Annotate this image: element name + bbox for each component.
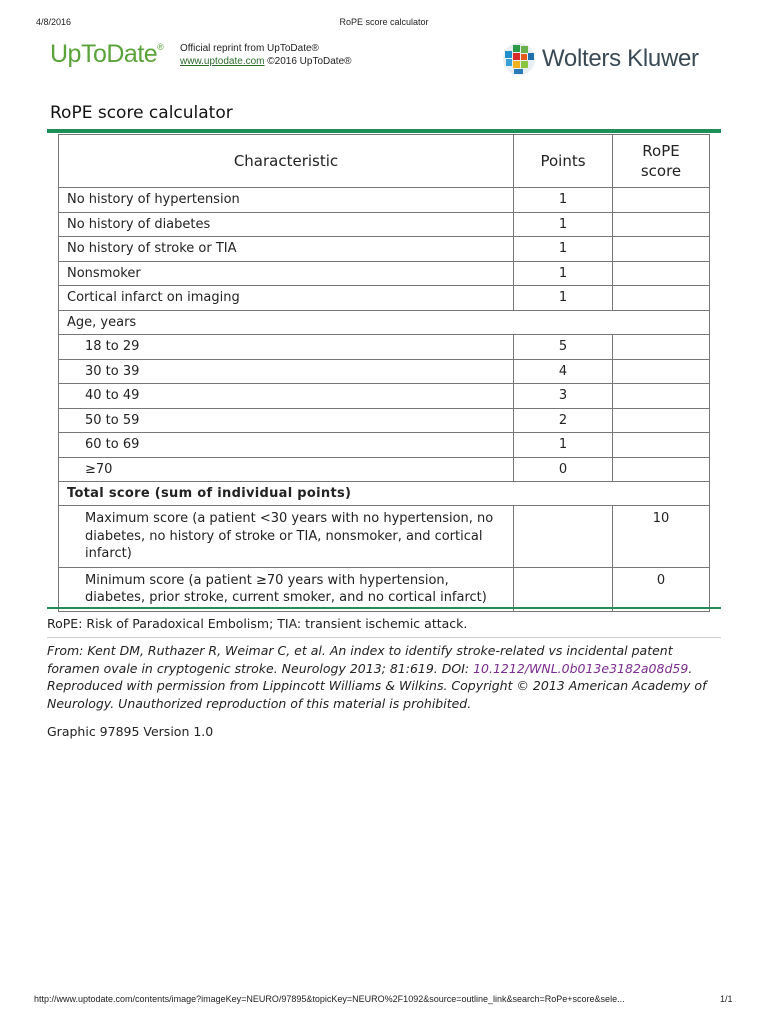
table-row [59, 433, 710, 458]
table-bottom-rule [47, 607, 721, 609]
age-range: 60 to 69 [59, 433, 514, 458]
max-score-value: 10 [613, 506, 710, 568]
max-score-label: Maximum score (a patient <30 years with no hypertension, no diabetes, no history of stroke or TIA, nonsmoker, and cortical infarct) [59, 506, 514, 568]
row-score-cell [613, 212, 710, 237]
row-score-cell [613, 335, 710, 360]
doi-link[interactable]: 10.1212/WNL.0b013e3182a08d59 [473, 660, 689, 676]
row-score-cell [613, 261, 710, 286]
age-range: 40 to 49 [59, 384, 514, 409]
header-rope-score [613, 135, 710, 188]
age-label: Age, years [59, 310, 710, 335]
header-rope-score-line1: RoPE [642, 142, 680, 160]
row-score-cell [613, 188, 710, 213]
total-section-row [59, 482, 710, 506]
min-score-row [59, 567, 710, 611]
table-row [59, 359, 710, 384]
row-score-cell [613, 237, 710, 262]
row-points: 2 [514, 408, 613, 433]
uptodate-logo[interactable] [50, 40, 163, 69]
age-range: 50 to 59 [59, 408, 514, 433]
row-label: No history of hypertension [59, 188, 514, 213]
table-row [59, 408, 710, 433]
row-points: 1 [514, 433, 613, 458]
print-title: RoPE score calculator [339, 17, 429, 27]
copyright-text: ©2016 UpToDate® [267, 56, 352, 67]
min-points-cell [514, 567, 613, 611]
wolters-kluwer-name: Wolters Kluwer [542, 45, 699, 72]
age-section-row [59, 310, 710, 335]
row-points: 1 [514, 286, 613, 311]
row-points: 1 [514, 212, 613, 237]
table-row [59, 457, 710, 482]
row-score-cell [613, 457, 710, 482]
table-row [59, 384, 710, 409]
table-row [59, 212, 710, 237]
age-range: ≥70 [59, 457, 514, 482]
registered-mark: ® [157, 42, 164, 52]
table-row [59, 335, 710, 360]
row-points: 0 [514, 457, 613, 482]
citation-permission: . Reproduced with permission from Lippincott Williams & Wilkins. Copyright © 2013 American Academy of Neurology. Unauthorized reproduction of this material is prohibited. [47, 660, 707, 711]
row-points: 1 [514, 237, 613, 262]
row-label: Nonsmoker [59, 261, 514, 286]
table-row [59, 237, 710, 262]
uptodate-logo-text: UpToDate [50, 40, 158, 68]
table-row [59, 188, 710, 213]
reprint-notice [180, 42, 352, 68]
print-footer-url: http://www.uptodate.com/contents/image?imageKey=NEURO/97895&topicKey=NEURO%2F1092&source=outline_link&search=RoPe+score&sele... [34, 994, 625, 1004]
header-points: Points [514, 135, 613, 188]
min-score-value: 0 [613, 567, 710, 611]
row-label: No history of stroke or TIA [59, 237, 514, 262]
table-row [59, 261, 710, 286]
page-title: RoPE score calculator [50, 103, 233, 123]
title-rule [47, 129, 721, 133]
uptodate-link[interactable]: www.uptodate.com [180, 56, 265, 67]
reprint-line: Official reprint from UpToDate® [180, 43, 319, 54]
row-label: No history of diabetes [59, 212, 514, 237]
row-score-cell [613, 286, 710, 311]
row-points: 4 [514, 359, 613, 384]
row-points: 1 [514, 261, 613, 286]
max-points-cell [514, 506, 613, 568]
min-score-label: Minimum score (a patient ≥70 years with hypertension, diabetes, prior stroke, current smoker, and no cortical infarct) [59, 567, 514, 611]
citation-text: From: Kent DM, Ruthazer R, Weimar C, et al. An index to identify stroke-related vs incidental patent foramen ovale in cryptogenic stroke. Neurology 2013; 81:619. DOI: [47, 643, 673, 676]
print-date: 4/8/2016 [36, 17, 72, 27]
row-points: 1 [514, 188, 613, 213]
row-score-cell [613, 384, 710, 409]
table-header-row [59, 135, 710, 188]
age-range: 30 to 39 [59, 359, 514, 384]
row-score-cell [613, 359, 710, 384]
abbreviations: RoPE: Risk of Paradoxical Embolism; TIA: transient ischemic attack. [47, 616, 468, 631]
header-rope-score-line2: score [640, 162, 682, 180]
row-points: 5 [514, 335, 613, 360]
rope-score-table [58, 134, 710, 612]
total-score-label: Total score (sum of individual points) [59, 482, 710, 506]
header-characteristic: Characteristic [59, 135, 514, 188]
age-range: 18 to 29 [59, 335, 514, 360]
divider [47, 637, 721, 638]
row-score-cell [613, 408, 710, 433]
wolters-kluwer-globe-icon [502, 42, 536, 76]
row-label: Cortical infarct on imaging [59, 286, 514, 311]
print-page-number: 1/1 [720, 994, 733, 1004]
wolters-kluwer-logo[interactable] [502, 42, 699, 76]
max-score-row [59, 506, 710, 568]
graphic-version: Graphic 97895 Version 1.0 [47, 724, 214, 739]
row-points: 3 [514, 384, 613, 409]
source-citation [47, 642, 727, 712]
row-score-cell [613, 433, 710, 458]
table-row [59, 286, 710, 311]
